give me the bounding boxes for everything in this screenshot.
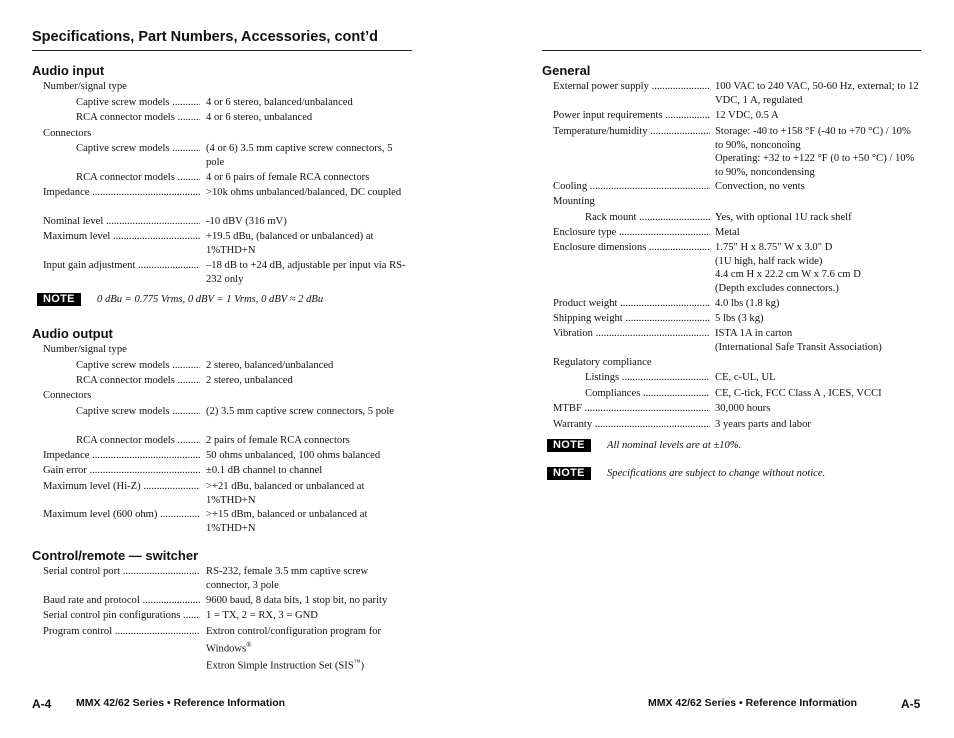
spec-label: Vibration ..... <box>553 327 710 341</box>
spec-label: Nominal level ..... <box>43 215 200 229</box>
page-title-left: Specifications, Part Numbers, Accessories, cont’d <box>32 29 378 45</box>
program-value-line2: Extron Simple Instruction Set (SIS <box>206 660 354 672</box>
note-text: 0 dBu = 0.775 Vrms, 0 dBV = 1 Vrms, 0 dBV ≈ 2 dBu <box>97 294 324 305</box>
spec-label: Gain error ..... <box>43 464 200 478</box>
spec-value: 50 ohms unbalanced, 100 ohms balanced <box>206 450 381 461</box>
dim-rack-note: (1U high, half rack wide) <box>715 255 823 267</box>
spec-label: Impedance ..... <box>43 449 200 463</box>
spec-label: Program control ..... <box>43 625 200 639</box>
temp-storage: Storage: -40 to +158 °F (-40 to +70 °C) / 10% to 90%, nonconoing <box>715 126 911 151</box>
registered-mark: ® <box>246 640 252 649</box>
note-badge: NOTE <box>37 293 81 306</box>
spec-label: RCA connector models ..... <box>76 171 200 185</box>
spec-value: CE, c-UL, UL <box>715 372 776 383</box>
spec-value: (4 or 6) 3.5 mm captive screw connectors, 5 pole <box>206 143 393 168</box>
label-regulatory: Regulatory compliance <box>553 357 652 368</box>
spec-value: 4.0 lbs (1.8 kg) <box>715 298 780 309</box>
spec-label: Cooling ..... <box>553 180 710 194</box>
heading-control-remote: Control/remote — switcher <box>32 548 199 563</box>
spec-value: 9600 baud, 8 data bits, 1 stop bit, no parity <box>206 595 388 606</box>
spec-label: Captive screw models ..... <box>76 405 200 419</box>
spec-value: 2 pairs of female RCA connectors <box>206 435 350 446</box>
spec-value: (2) 3.5 mm captive screw connectors, 5 pole <box>206 406 394 417</box>
spec-value: Yes, with optional 1U rack shelf <box>715 212 852 223</box>
spec-value: CE, C-tick, FCC Class A , ICES, VCCI <box>715 388 882 399</box>
spec-label: Serial control pin configurations ..... <box>43 609 200 623</box>
spec-value: 12 VDC, 0.5 A <box>715 110 779 121</box>
page-number-left: A-4 <box>32 697 52 711</box>
spec-value: 2 stereo, unbalanced <box>206 375 293 386</box>
note-badge: NOTE <box>547 439 591 452</box>
spec-label: Impedance ..... <box>43 186 200 200</box>
spec-value: 30,000 hours <box>715 403 771 414</box>
spec-value: 1 = TX, 2 = RX, 3 = GND <box>206 610 318 621</box>
spec-value: –18 dB to +24 dB, adjustable per input via RS-232 only <box>206 260 406 285</box>
spec-value: Metal <box>715 227 740 238</box>
spec-label: Temperature/humidity ..... <box>553 125 710 139</box>
title-rule-left <box>32 50 412 51</box>
label-connectors: Connectors <box>43 390 92 401</box>
title-rule-right <box>542 50 921 51</box>
spec-value: >+15 dBm, balanced or unbalanced at 1%THD+N <box>206 509 368 534</box>
spec-label: Product weight ..... <box>553 297 710 311</box>
spec-value <box>715 241 925 295</box>
spec-label: RCA connector models ..... <box>76 434 200 448</box>
spec-label: Captive screw models ..... <box>76 96 200 110</box>
spec-label: MTBF ..... <box>553 402 710 416</box>
spec-label: External power supply ..... <box>553 80 710 94</box>
vibration-line1: ISTA 1A in carton <box>715 328 793 339</box>
spec-value <box>715 125 915 179</box>
vibration-line2: (International Safe Transit Association) <box>715 341 882 353</box>
spec-label: Warranty ..... <box>553 418 710 432</box>
temp-operating: Operating: +32 to +122 °F (0 to +50 °C) / 10% to 90%, noncondensing <box>715 153 915 178</box>
spec-label: Maximum level (Hi-Z) ..... <box>43 480 200 494</box>
spec-value: 2 stereo, balanced/unbalanced <box>206 360 334 371</box>
program-value-line1: Extron control/configuration program for Windows <box>206 626 382 655</box>
spec-value: 4 or 6 stereo, balanced/unbalanced <box>206 97 353 108</box>
spec-value: >+21 dBu, balanced or unbalanced at 1%THD+N <box>206 481 365 506</box>
label-mounting: Mounting <box>553 196 595 207</box>
spec-label: RCA connector models ..... <box>76 111 200 125</box>
spec-value: ±0.1 dB channel to channel <box>206 465 323 476</box>
spec-label: Input gain adjustment ..... <box>43 259 200 273</box>
spec-label: Serial control port ..... <box>43 565 200 579</box>
dim-depth-note: (Depth excludes connectors.) <box>715 282 839 294</box>
dim-imperial: 1.75" H x 8.75" W x 3.0" D <box>715 242 833 253</box>
spec-value: 4 or 6 pairs of female RCA connectors <box>206 172 370 183</box>
spec-value: >10k ohms unbalanced/balanced, DC coupled <box>206 187 402 198</box>
heading-general: General <box>542 63 591 78</box>
spec-label: RCA connector models ..... <box>76 374 200 388</box>
spec-label: Enclosure dimensions ..... <box>553 241 710 255</box>
spec-label: Maximum level ..... <box>43 230 200 244</box>
spec-label: Enclosure type ..... <box>553 226 710 240</box>
spec-label: Rack mount ..... <box>585 211 710 225</box>
spec-label: Captive screw models ..... <box>76 359 200 373</box>
heading-audio-input: Audio input <box>32 63 105 78</box>
label-connectors: Connectors <box>43 128 92 139</box>
trademark-mark: ™ <box>353 657 361 666</box>
spec-value <box>715 327 925 354</box>
label-number-signal-type: Number/signal type <box>43 81 127 92</box>
spec-value: +19.5 dBu, (balanced or unbalanced) at 1%THD+N <box>206 231 374 256</box>
spec-value <box>206 625 411 673</box>
spec-value: 5 lbs (3 kg) <box>715 313 764 324</box>
footer-text-right: MMX 42/62 Series • Reference Information <box>648 697 858 709</box>
spec-value: RS-232, female 3.5 mm captive screw connector, 3 pole <box>206 566 369 591</box>
program-value-end: ) <box>360 660 365 672</box>
label-number-signal-type: Number/signal type <box>43 344 127 355</box>
spec-label: Maximum level (600 ohm) ..... <box>43 508 200 522</box>
spec-value: 100 VAC to 240 VAC, 50-60 Hz, external; to 12 VDC, 1 A, regulated <box>715 81 919 106</box>
spec-value: Convection, no vents <box>715 181 805 192</box>
note-text: All nominal levels are at ±10%. <box>607 440 742 451</box>
note-text: Specifications are subject to change without notice. <box>607 468 826 479</box>
spec-label: Power input requirements ..... <box>553 109 710 123</box>
footer-text-left: MMX 42/62 Series • Reference Information <box>76 697 286 709</box>
heading-audio-output: Audio output <box>32 326 113 341</box>
spec-value: 4 or 6 stereo, unbalanced <box>206 112 313 123</box>
page-number-right: A-5 <box>901 697 921 711</box>
spec-label: Compliances ..... <box>585 387 710 401</box>
spec-label: Listings ..... <box>585 371 710 385</box>
spec-label: Captive screw models ..... <box>76 142 200 156</box>
note-badge: NOTE <box>547 467 591 480</box>
spec-value: 3 years parts and labor <box>715 419 811 430</box>
dim-metric: 4.4 cm H x 22.2 cm W x 7.6 cm D <box>715 269 861 280</box>
spec-label: Shipping weight ..... <box>553 312 710 326</box>
spec-label: Baud rate and protocol ..... <box>43 594 200 608</box>
spec-value: -10 dBV (316 mV) <box>206 216 287 227</box>
